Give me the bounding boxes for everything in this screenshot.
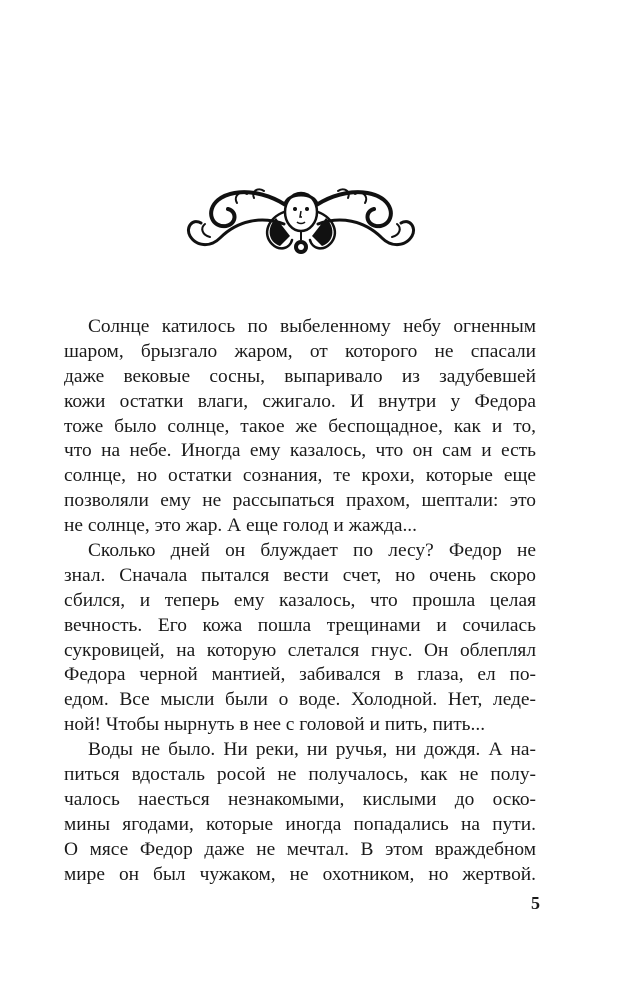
- text-line: шаром, брызгало жаром, от которого не спасали: [64, 340, 536, 362]
- paragraph: [64, 539, 536, 738]
- text-line: даже вековые сосны, выпаривало из задубевшей: [64, 365, 536, 387]
- text-line: не солнце, это жар. А еще голод и жажда...: [64, 515, 418, 537]
- page-number: 5: [531, 893, 540, 913]
- text-line: ной! Чтобы нырнуть в нее с головой и пить, пить...: [64, 714, 486, 736]
- text-line: О мясе Федор даже не мечтал. В этом враждебном: [64, 838, 536, 860]
- text-line: позволяли ему не рассыпаться прахом, шептали: это: [64, 490, 536, 512]
- text-line: мины ягодами, которые иногда попадались на пути.: [64, 813, 536, 835]
- decorative-ornament: [180, 178, 422, 264]
- text-line: сукровицей, на которую слетался гнус. Он облеплял: [64, 639, 536, 661]
- text-line: Сколько дней он блуждает по лесу? Федор не: [88, 540, 536, 562]
- text-line: вечность. Его кожа пошла трещинами и сочилась: [64, 614, 536, 636]
- text-line: мире он был чужаком, не охотником, но жертвой.: [64, 863, 536, 885]
- text-line: Солнце катилось по выбеленному небу огненным: [88, 316, 536, 337]
- paragraph: [64, 738, 536, 887]
- text-line: сбился, и теперь ему казалось, что прошла целая: [64, 589, 536, 611]
- text-line: кожи остатки влаги, сжигало. И внутри у Федора: [64, 390, 536, 412]
- text-line: Воды не было. Ни реки, ни ручья, ни дождя. А на-: [88, 739, 536, 761]
- text-line: чалось наесться незнакомыми, кислыми до оско-: [64, 788, 536, 810]
- text-line: что на небе. Иногда ему казалось, что он сам и есть: [64, 440, 536, 462]
- text-line: едом. Все мысли были о воде. Холодной. Нет, леде-: [64, 689, 536, 711]
- text-line: Федора черной мантией, забивался в глаза, ел по-: [64, 664, 536, 686]
- paragraph: [64, 315, 536, 539]
- text-line: питься вдосталь росой не получалось, как не полу-: [64, 764, 536, 786]
- text-line: знал. Сначала пытался вести счет, но очень скоро: [64, 564, 536, 586]
- cherub-ornament-icon: [180, 178, 422, 264]
- text-line: солнце, но остатки сознания, те крохи, которые еще: [64, 465, 536, 487]
- text-line: тоже было солнце, такое же беспощадное, как и то,: [64, 415, 536, 437]
- main-text: [64, 315, 536, 887]
